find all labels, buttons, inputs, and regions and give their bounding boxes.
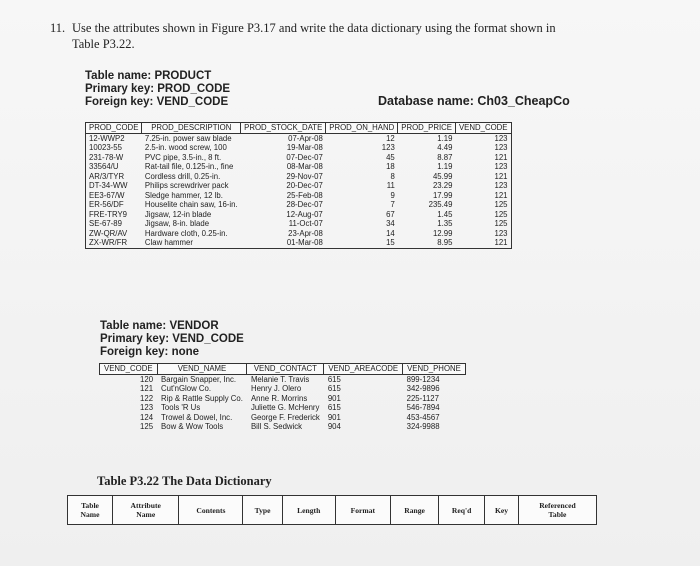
product-cell: 121 [455,238,511,248]
product-cell: 8 [390,171,395,181]
product-cell: 7.25-in. power saw blade [144,133,232,143]
dictionary-column-header [113,496,179,525]
dictionary-column-header [243,496,282,525]
dictionary-column-label: Key [494,505,509,515]
product-table-body [86,133,512,248]
dictionary-column-label: Format [350,505,376,515]
data-dictionary-table [67,495,597,525]
product-cell: 28-Dec-07 [286,200,323,209]
product-cell: AR/3/TYR [86,172,142,182]
dictionary-column-header [485,496,519,525]
vendor-cell: 121 [140,384,154,393]
product-cell: 231-78-W [86,153,142,163]
vendor-column-header: VEND_CONTACT [247,364,324,375]
product-column-header: PROD_PRICE [398,123,456,134]
product-cell: 1.45 [437,209,453,219]
product-cell: 07-Apr-08 [288,133,323,143]
product-cell: 17.99 [432,190,453,200]
product-cell: Claw hammer [142,238,241,248]
product-table-header-row [86,123,512,134]
product-cell: 34 [386,219,395,228]
product-cell: 9 [390,190,395,200]
vendor-column-header: VEND_PHONE [403,364,466,375]
product-cell: Jigsaw, 8-in. blade [144,219,210,228]
product-cell: 12.99 [432,228,453,238]
product-column-header: PROD_ON_HAND [326,123,398,134]
vendor-cell: 453-4567 [406,412,440,422]
product-cell: PVC pipe, 3.5-in., 8 ft. [144,152,222,162]
product-cell: ZW-QR/AV [86,229,142,239]
product-cell: SE-67-89 [86,219,142,229]
dictionary-column-label: Contents [196,505,226,515]
vendor-cell: Henry J. Olero [250,384,302,393]
product-cell: 23-Apr-08 [288,228,323,238]
table-row [100,374,466,384]
product-cell: 10023-55 [86,143,142,153]
vendor-cell: Rip & Rattle Supply Co. [161,393,243,403]
vendor-cell: Tools 'R Us [161,403,201,412]
vendor-cell: Bill S. Sedwick [250,422,303,431]
vendor-cell: George F. Frederick [250,412,320,422]
product-cell: 121 [455,172,511,182]
product-cell: Rat-tail file, 0.125-in., fine [144,162,234,171]
vendor-column-header: VEND_CODE [100,364,158,375]
product-cell: 8.95 [398,238,456,248]
product-cell: 12-Aug-07 [286,209,323,219]
product-cell: 125 [455,210,511,220]
vendor-cell: Trowel & Dowel, Inc. [161,412,233,422]
vendor-table-header-row [100,364,466,375]
vendor-cell: 546-7894 [406,403,440,412]
product-table [85,122,512,249]
product-cell: 07-Dec-07 [286,152,323,162]
vendor-column-header: VEND_AREACODE [324,364,403,375]
product-cell: 1.19 [437,133,453,143]
vendor-foreign-key: Foreign key: none [100,346,200,358]
product-cell: 20-Dec-07 [286,181,323,190]
table-row [86,200,512,210]
product-cell: 15 [326,238,398,248]
vendor-primary-key: Primary key: VEND_CODE [100,333,244,345]
product-cell: Jigsaw, 12-in blade [144,209,212,219]
vendor-cell: Melanie T. Travis [250,374,310,384]
product-cell: 121 [455,153,511,163]
product-cell: 123 [455,143,511,153]
vendor-cell: 125 [140,422,154,431]
table-row [100,403,466,413]
dictionary-title: Table P3.22 The Data Dictionary [97,474,272,488]
product-cell: 11-Oct-07 [288,219,323,228]
table-row [86,162,512,172]
product-cell: 123 [381,143,395,152]
dictionary-column-label: Attribute [130,501,161,510]
product-cell: DT-34-WW [86,181,142,191]
product-cell: EE3-67/W [86,191,142,201]
question-text-line2: Table P3.22. [72,37,135,51]
question-11 [50,20,650,52]
vendor-table-body [100,374,466,432]
product-cell: Sledge hammer, 12 lb. [144,190,223,200]
dictionary-header-row [68,496,597,525]
dictionary-column-header [518,496,596,525]
vendor-cell: 899-1234 [406,374,440,384]
product-cell: 12-WWP2 [86,133,142,143]
product-cell: 235.49 [428,200,453,209]
table-row [100,384,466,394]
product-cell: 12 [386,133,395,143]
table-row [86,210,512,220]
product-column-header: PROD_STOCK_DATE [241,123,326,134]
product-table-name: Table name: PRODUCT [85,70,212,82]
vendor-cell: 324-9988 [406,422,440,431]
vendor-cell: 122 [140,393,154,403]
vendor-cell: Anne R. Morrins [250,393,308,403]
product-cell: 01-Mar-08 [241,238,326,248]
vendor-cell: 342-9896 [406,384,440,393]
dictionary-column-header [335,496,390,525]
table-row [100,413,466,423]
vendor-table [99,363,466,432]
vendor-cell: 901 [327,393,341,403]
product-cell: 23.29 [432,181,453,190]
table-row [86,181,512,191]
table-row [86,229,512,239]
product-cell: 14 [386,228,395,238]
product-foreign-key: Foreign key: VEND_CODE [85,96,229,108]
dictionary-column-header [179,496,243,525]
product-cell: 4.49 [437,143,453,152]
vendor-table-name: Table name: VENDOR [100,320,219,332]
table-row [100,394,466,404]
dictionary-column-label: Table [81,501,99,510]
product-cell: 125 [455,219,511,229]
dictionary-column-label: Table [548,510,567,519]
table-row [86,143,512,153]
vendor-cell: Bow & Wow Tools [161,422,224,431]
dictionary-column-header [282,496,335,525]
product-cell: 29-Nov-07 [286,171,323,181]
vendor-cell: 904 [327,422,341,431]
table-row [86,153,512,163]
product-cell: 2.5-in. wood screw, 100 [144,143,227,152]
product-cell: 67 [386,209,395,219]
product-cell: 123 [455,229,511,239]
table-row [86,238,512,248]
vendor-header [100,320,244,359]
dictionary-column-label: Referenced [539,501,576,510]
table-row [86,219,512,229]
question-text-line1: Use the attributes shown in Figure P3.17 and write the data dictionary using the format shown in [72,21,556,35]
vendor-cell: 901 [327,412,341,422]
product-cell: 08-Mar-08 [286,162,323,171]
product-cell: Houselite chain saw, 16-in. [144,200,238,209]
figure-p3-17 [85,70,610,431]
table-row [86,133,512,143]
dictionary-column-label: Name [136,510,156,519]
vendor-cell: 120 [140,374,154,384]
vendor-cell: Bargain Snapper, Inc. [161,374,237,384]
vendor-column-header: VEND_NAME [157,364,247,375]
product-cell: 33564/U [86,162,142,172]
vendor-cell: 615 [327,374,341,384]
product-column-header: PROD_CODE [86,123,142,134]
product-cell: 123 [455,162,511,172]
dictionary-column-label: Length [297,505,321,515]
dictionary-column-label: Name [80,510,100,519]
product-cell: 125 [455,200,511,210]
product-cell: 123 [455,181,511,191]
product-cell: 1.19 [437,162,453,171]
product-cell: 121 [455,191,511,201]
product-column-header: PROD_DESCRIPTION [142,123,241,134]
product-cell: 19-Mar-08 [286,143,323,152]
product-cell: 45 [386,152,395,162]
vendor-cell: 615 [327,384,341,393]
vendor-cell: 615 [327,403,341,412]
product-cell: Philips screwdriver pack [144,181,229,190]
dictionary-column-label: Range [404,505,425,515]
product-cell: 123 [455,133,511,143]
product-cell: 18 [386,162,395,171]
table-row [86,172,512,182]
product-cell: Hardware cloth, 0.25-in. [144,228,228,238]
vendor-cell: 124 [140,412,154,422]
product-cell: 25-Feb-08 [286,190,323,200]
product-primary-key: Primary key: PROD_CODE [85,83,231,95]
question-number: 11. [50,21,66,35]
product-cell: Cordless drill, 0.25-in. [144,171,221,181]
product-cell: 7 [390,200,395,209]
product-cell: 45.99 [432,171,453,181]
dictionary-column-label: Req'd [451,505,472,515]
table-row [86,191,512,201]
database-name: Database name: Ch03_CheapCo [378,94,570,108]
product-column-header: VEND_CODE [455,123,511,134]
dictionary-column-header [390,496,438,525]
vendor-cell: 123 [140,403,154,412]
vendor-cell: Cut'nGlow Co. [161,384,212,393]
product-cell: ZX-WR/FR [86,238,142,248]
dictionary-column-label: Type [254,505,271,515]
product-cell: 11 [386,181,395,190]
product-cell: ER-56/DF [86,200,142,210]
table-row [100,422,466,432]
dictionary-column-header [439,496,485,525]
product-cell: 8.87 [437,152,453,162]
vendor-cell: 225-1127 [406,393,439,403]
product-cell: 1.35 [437,219,453,228]
product-cell: FRE-TRY9 [86,210,142,220]
vendor-cell: Juliette G. McHenry [250,403,320,412]
dictionary-column-header [68,496,113,525]
